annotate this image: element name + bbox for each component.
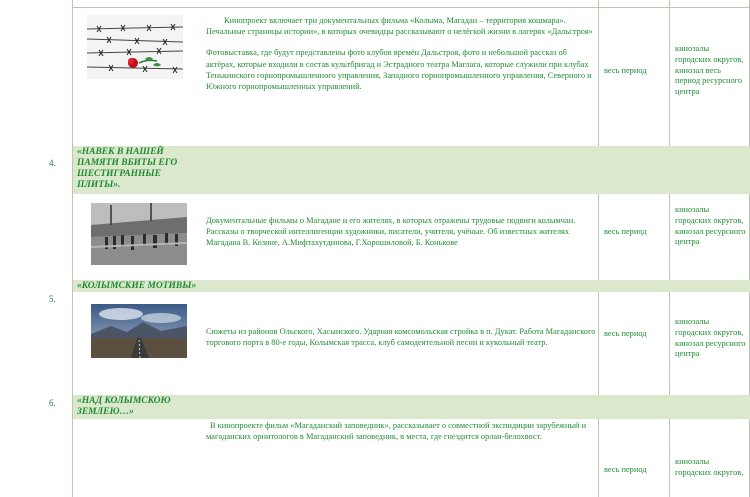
row-6-venue: кинозалы городских округов, (675, 457, 744, 477)
row-1-venue: кинозалы городских округов, кинозал весь период ресурсного центра (675, 44, 744, 97)
row-5-venue: кинозалы городских округов, кинозал ресурсного центра (675, 317, 746, 359)
kolyma-road-landscape-photo (91, 304, 187, 358)
table-border-period (598, 0, 599, 497)
row-1-period: весь период (604, 66, 647, 75)
row-4-description: Документальные фильмы о Магадане и его жителях, в которых отражены трудовые подвиги колымчан. Рассказы о творческой интеллигенции художники, писатели, учителя, учёные. Об известных жителях Магадана В. Козине, А.Мифтахутдинова, Г.Хорошиловой, Б. Конькове (206, 216, 576, 248)
old-street-crowd-photo (91, 203, 187, 265)
row-4-number: 4. (49, 158, 56, 168)
row-6-description: В кинопроекте фильм «Магаданский заповедник», рассказывает о совместной экспидиции зарубежный и магаданских орнитологов в Магаданский заповедник, в места, где гнездится орлан-белохвост. (206, 421, 587, 442)
row-5-number: 5. (49, 294, 56, 304)
row-4-title: «НАВЕК В НАШЕЙ ПАМЯТИ ВБИТЫ ЕГО ШЕСТИГРАННЫЕ ПЛИТЫ». (77, 147, 178, 190)
table-border-left (72, 0, 73, 497)
barbed-wire-rose-photo (87, 15, 183, 79)
row-5-description: Сюжеты из районов Ольского, Хасынского. Ударная комсомольская стройка в п. Дукат. Работа Магаданского торгового порта в 80-е годы, Колымская трасса, клуб самодеятельной песни и кукольный театр. (206, 327, 596, 348)
row-6-number: 6. (49, 398, 56, 408)
row-4-venue: кинозалы городских округов, кинозал ресурсного центра (675, 205, 746, 247)
row-5-period: весь период (604, 329, 647, 338)
table-row-divider (72, 7, 750, 8)
row-6-period: весь период (604, 465, 647, 474)
row-5-title: «КОЛЫМСКИЕ МОТИВЫ» (77, 281, 197, 291)
table-border-venue (669, 0, 670, 497)
row-4-period: весь период (604, 227, 647, 236)
row-1-description: Кинопроект включает три документальных фильма «Колыма, Магадан – территория кошмара». Печальные страницы истории», в которых очевидцы рассказывают о нелёгкой жизни в лагерях «Дальстроя» Фотовыставка, где будут представлены фото клубов времён Дальстроя, фото и небольшой рассказ об актёрах, которые входили в состав культбригад и Эстрадного театра Маглага, которые служили при клубах Тенькинского горнопромышленного управления, Западного горнопромышленного управления, Северного и Южного горнопромышленных управлений. (206, 16, 593, 92)
row-6-title: «НАД КОЛЫМСКОЮ ЗЕМЛЕЮ…» (77, 396, 171, 417)
